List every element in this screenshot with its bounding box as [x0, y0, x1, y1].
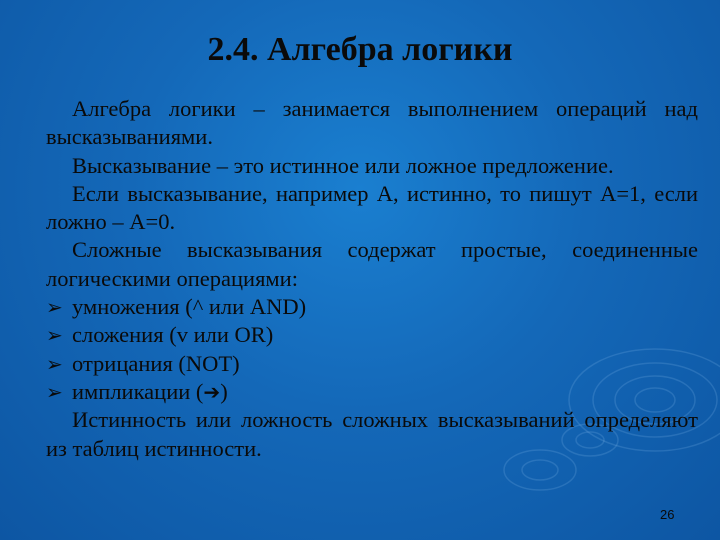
arrowhead-bullet-icon: ➢ — [46, 351, 63, 376]
slide-body — [46, 95, 698, 463]
bullet-label-before: импликации ( — [72, 378, 204, 404]
bullet-item — [46, 378, 698, 406]
arrowhead-bullet-icon: ➢ — [46, 323, 63, 348]
bullet-label: умножения (^ или AND) — [72, 294, 307, 320]
paragraph-statement: Высказывание – это истинное или ложное предложение. — [72, 152, 614, 178]
right-arrow-icon: ➔ — [203, 379, 221, 404]
paragraph-definition: Алгебра логики – занимается выполнением операций над высказываниями. — [46, 96, 698, 150]
paragraph-complex: Сложные высказывания содержат простые, соединенные логическими операциями: — [46, 237, 698, 291]
bullet-label: отрицания (NOT) — [72, 350, 240, 376]
arrowhead-bullet-icon: ➢ — [46, 379, 63, 404]
bullet-item — [46, 321, 698, 349]
paragraph-closing: Истинность или ложность сложных высказываний определяют из таблиц истинности. — [46, 407, 698, 461]
bullet-item — [46, 350, 698, 378]
paragraph-example: Если высказывание, например А, истинно, то пишут А=1, если ложно – А=0. — [46, 180, 698, 235]
bullet-item — [46, 293, 698, 321]
bullet-label: сложения (v или OR) — [72, 322, 274, 348]
page-number: 26 — [660, 507, 675, 522]
arrowhead-bullet-icon: ➢ — [46, 295, 63, 320]
slide-title: 2.4. Алгебра логики — [207, 31, 513, 68]
bullet-label — [72, 378, 228, 406]
bullet-label-after: ) — [220, 378, 228, 404]
